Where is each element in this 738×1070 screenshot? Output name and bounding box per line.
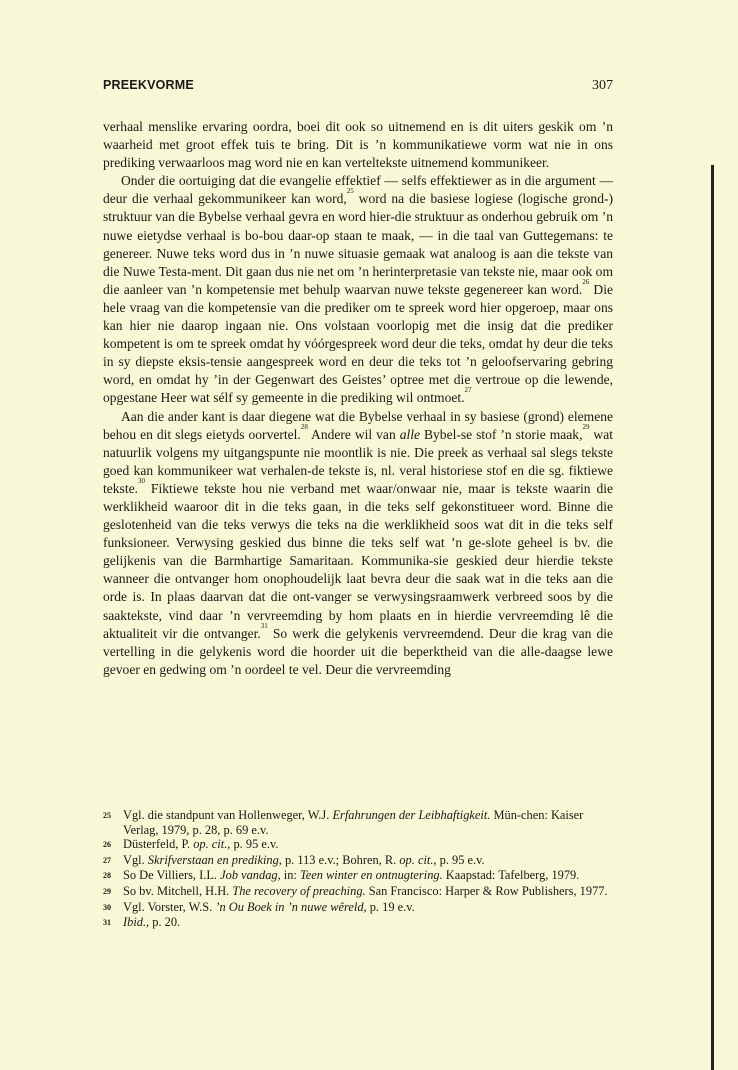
text-run: p. 113 e.v.; Bohren, R. xyxy=(281,852,400,867)
page-header xyxy=(103,78,613,98)
paragraph xyxy=(103,118,613,172)
footnote-number: 30 xyxy=(103,902,111,912)
text-run: p. 19 e.v. xyxy=(366,899,415,914)
italic-text: alle xyxy=(399,426,421,442)
text-run: Vgl. die standpunt van Hollenweger, W.J. xyxy=(123,808,333,822)
footnote-text xyxy=(123,868,613,884)
footnote-number: 28 xyxy=(103,871,111,881)
running-title: PREEKVORME xyxy=(103,78,194,92)
italic-text: Erfahrungen der Leibhaftigkeit. xyxy=(332,808,491,822)
italic-text: ’n Ou Boek in ’n nuwe wêreld, xyxy=(215,899,367,914)
footnote-ref: 25 xyxy=(346,187,354,196)
text-run: Düsterfeld, P. xyxy=(123,837,194,852)
text-run: p. 95 e.v. xyxy=(230,837,279,852)
italic-text: Ibid., xyxy=(123,915,150,930)
footnote xyxy=(103,915,613,931)
text-run: word na die basiese logiese (logische grond-) struktuur van die Bybelse verhaal gevra en word hier-die struktuur as onderhou gebruik om ’n nuwe eietydse verhaal is bo-bou daar-op staan te maak, — in die taal van Guttegemans: te genereer. Nuwe teks word dus in ’n nuwe situasie gemaak wat analoog is aan die tekste van die Nuwe Testa-ment. Dit gaan dus nie net om ’n herinterpretasie van tekste nie, maar ook om die aanleer van ’n kompetensie met behulp waarvan nuwe tekste gegenereer kan word. xyxy=(103,191,613,297)
footnote-ref: 29 xyxy=(582,422,590,431)
text-run: Aan die ander kant is daar diegene wat die Bybelse verhaal in sy basiese (grond) elemene behou en dit slegs eietyds oorvertel. xyxy=(103,408,613,442)
text-run: So bv. Mitchell, H.H. xyxy=(123,883,233,898)
footnote-ref: 26 xyxy=(582,277,590,286)
footnote xyxy=(103,808,613,837)
text-run: So De Villiers, I.L. xyxy=(123,868,221,883)
paragraph xyxy=(103,172,613,407)
text-run: verhaal menslike ervaring oordra, boei dit ook so uitnemend en is dit uiters geskik om ’n waarheid met groot effek tuis te bring. Dit is ’n kommunikatiewe vorm wat nie in ons prediking verwaarloos mag word nie en kan verteltekste uitnemend kommunikeer. xyxy=(103,119,613,171)
footnote-number: 25 xyxy=(103,811,111,820)
page-number: 307 xyxy=(592,78,613,93)
italic-text: op. cit., xyxy=(193,837,231,852)
footnote-text xyxy=(123,884,613,900)
footnote-number: 26 xyxy=(103,840,111,850)
footnote-ref: 31 xyxy=(260,621,268,630)
footnote xyxy=(103,884,613,900)
italic-text: The recovery of preaching. xyxy=(232,883,366,898)
paragraph xyxy=(103,408,613,679)
text-run: p. 95 e.v. xyxy=(436,852,485,867)
text-run: Mün-chen: Kaiser Verlag, 1979, p. 28, p. 69 e.v. xyxy=(123,808,584,837)
text-run: Vgl. xyxy=(123,852,148,867)
text-run: Onder die oortuiging dat die evangelie effektief — selfs effektiewer as in die argument — deur die verhaal gekommunikeer kan word, xyxy=(103,173,613,207)
italic-text: Job vandag, xyxy=(220,868,281,883)
text-run: wat natuurlik volgens my uitgangspunte nie moontlik is nie. Die preek as verhaal sal slegs tekste goed kan kommunikeer wat verhalen-de tekste is, nl. veral historiese stof en die sg. fiktiewe tekste. xyxy=(103,426,613,496)
italic-text: Teen winter en ontnugtering. xyxy=(299,868,443,883)
footnote-text xyxy=(123,915,613,931)
scan-edge-shadow xyxy=(711,165,714,1070)
text-run: San Francisco: Harper & Row Publishers, 1977. xyxy=(365,883,608,898)
footnote-text xyxy=(123,837,613,853)
footnote-ref: 30 xyxy=(138,476,145,485)
footnotes xyxy=(103,808,613,931)
footnote-number: 29 xyxy=(103,886,111,896)
footnote-number: 27 xyxy=(103,855,111,865)
footnote-text xyxy=(123,900,613,916)
text-run: Vgl. Vorster, W.S. xyxy=(123,899,216,914)
text-run: Die hele vraag van die kompetensie van die prediker om te spreek word hier opgeroep, maar ons kan hier nie daarop ingaan nie. Ons volstaan voorlopig met die insig dat die prediker kompetent is om te spreek omdat hy vóórgespreek word deur die teks, omdat hy deur die teks in sy diepste eksis-tensie aangespreek word en deur die teks tot ’n geloofservaring gebring word, en omdat hy ’in der Gegenwart des Geistes’ optree met die vertroue op die lewende, opgestane Heer wat sélf sy gemeente in die prediking wil ontmoet. xyxy=(103,281,613,406)
footnote-text xyxy=(123,808,613,837)
footnote-ref: 27 xyxy=(464,386,472,395)
footnote-ref: 28 xyxy=(300,422,308,431)
text-run: Kaapstad: Tafelberg, 1979. xyxy=(442,868,580,883)
footnote xyxy=(103,868,613,884)
text-run: in: xyxy=(280,868,300,883)
footnote xyxy=(103,837,613,853)
text-run: So werk die gelykenis vervreemdend. Deur die krag van die vertelling in die gelykenis word die hoorder uit die beperktheid van die alle-daagse lewe gevoer en gedwing om ’n oordeel te vel. Deur die vervreemding xyxy=(103,625,613,677)
text-run: Fiktiewe tekste hou nie verband met waar/onwaar nie, maar is tekste waarin die werklikheid waaroor dit in die teks gaan, in die teks self gekonstitueer word. Binne die geslotenheid van die teks verwys die teks na die werklikheid soos wat dit in die teks self funksioneer. Verwysing geskied dus binne die teks self wat ’n ge-slote geheel is bv. die gelijkenis van die Barmhartige Samaritaan. Kommunika-sie geskied deur hierdie tekste wanneer die ontvanger hom onophoudelijk laat bevra deur die saak wat in die teks aan die orde is. In plaas daarvan dat die ont-vanger se verwysingsraamwerk verbreed soos by die saaktekste, vind daar ’n vervreemding by hom plaats en in hierdie vervreemding lê die aktualiteit vir die ontvanger. xyxy=(103,480,613,641)
footnote-text xyxy=(123,853,613,869)
text-run: Andere wil van xyxy=(307,426,400,442)
footnote xyxy=(103,900,613,916)
text-run: p. 20. xyxy=(149,915,181,930)
body-text xyxy=(103,118,613,679)
italic-text: Skrifverstaan en prediking, xyxy=(147,852,282,867)
italic-text: op. cit., xyxy=(399,852,437,867)
footnote xyxy=(103,853,613,869)
footnote-number: 31 xyxy=(103,918,111,928)
text-run: Bybel-se stof ’n storie maak, xyxy=(420,426,583,442)
